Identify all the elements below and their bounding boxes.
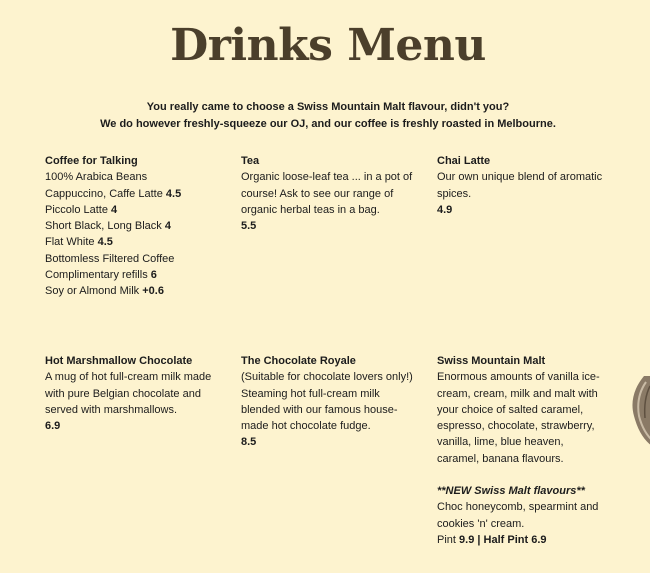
item-desc: espresso, chocolate, strawberry,	[437, 420, 595, 433]
price: 4.9	[437, 203, 453, 216]
item-desc: (Suitable for chocolate lovers only!)	[241, 371, 413, 384]
item-desc: your choice of salted caramel,	[437, 403, 584, 416]
item-title: Swiss Mountain Malt	[437, 355, 546, 367]
menu-item-tea	[241, 153, 412, 234]
price: 4	[164, 220, 171, 233]
price: 9.9	[459, 533, 475, 546]
item-title: Coffee for Talking	[45, 155, 138, 167]
price: 4.5	[165, 187, 182, 200]
item-title: Hot Marshmallow Chocolate	[45, 355, 193, 367]
item-desc: organic herbal teas in a bag.	[241, 203, 380, 216]
page-title: Drinks Menu	[170, 20, 486, 71]
menu-item-coffee	[45, 153, 181, 300]
menu-item-hot-chocolate	[45, 353, 211, 434]
intro-text	[0, 99, 650, 133]
item-line: Complimentary refills 6	[45, 269, 157, 282]
item-desc: cream, cream, milk and malt with	[437, 387, 598, 400]
menu-item-chocolate-royale	[241, 353, 413, 451]
item-desc: blended with our famous house-	[241, 403, 398, 416]
new-flavours-note: **NEW Swiss Malt flavours**	[437, 485, 585, 498]
menu-item-swiss-malt	[437, 353, 600, 548]
item-title: Tea	[241, 155, 260, 167]
menu-item-chai	[437, 153, 602, 218]
item-desc: vanilla, lime, blue heaven,	[437, 436, 564, 449]
item-desc: Our own unique blend of aromatic	[437, 171, 603, 184]
item-line: Short Black, Long Black 4	[45, 220, 171, 233]
price: 8.5	[241, 436, 257, 449]
price: 6.9	[531, 533, 547, 546]
item-desc: cookies 'n' cream.	[437, 517, 525, 530]
price: 5.5	[241, 220, 257, 233]
item-line: Cappuccino, Caffe Latte 4.5	[45, 187, 182, 200]
item-desc: Enormous amounts of vanilla ice-	[437, 371, 600, 384]
item-desc: served with marshmallows.	[45, 403, 178, 416]
item-line: Piccolo Latte 4	[45, 203, 118, 216]
item-desc: Choc honeycomb, spearmint and	[437, 501, 599, 514]
item-desc: made hot chocolate fudge.	[241, 420, 371, 433]
price-line: Pint 9.9 | Half Pint 6.9	[437, 533, 547, 546]
item-desc: spices.	[437, 187, 472, 200]
malt-glass-image	[630, 376, 650, 446]
price: 4	[111, 203, 118, 216]
item-line: Flat White 4.5	[45, 236, 113, 249]
item-line: Soy or Almond Milk +0.6	[45, 285, 164, 298]
item-line: Bottomless Filtered Coffee	[45, 252, 175, 265]
item-desc: with pure Belgian chocolate and	[45, 387, 201, 400]
item-line: 100% Arabica Beans	[45, 171, 148, 184]
item-title: The Chocolate Royale	[241, 355, 356, 367]
price: 6.9	[45, 420, 61, 433]
item-desc: Organic loose-leaf tea ... in a pot of	[241, 171, 413, 184]
intro-line-2: We do however freshly-squeeze our OJ, and our coffee is freshly roasted in Melbourne.	[100, 118, 556, 130]
item-desc: course! Ask to see our range of	[241, 187, 394, 200]
item-desc: caramel, banana flavours.	[437, 452, 564, 465]
price: 4.5	[97, 236, 113, 249]
item-desc: Steaming hot full-cream milk	[241, 387, 380, 400]
item-title: Chai Latte	[437, 155, 491, 167]
item-desc: A mug of hot full-cream milk made	[45, 371, 212, 384]
price: +0.6	[142, 285, 164, 298]
intro-line-1: You really came to choose a Swiss Mountain Malt flavour, didn't you?	[146, 101, 510, 113]
price: 6	[150, 269, 157, 282]
